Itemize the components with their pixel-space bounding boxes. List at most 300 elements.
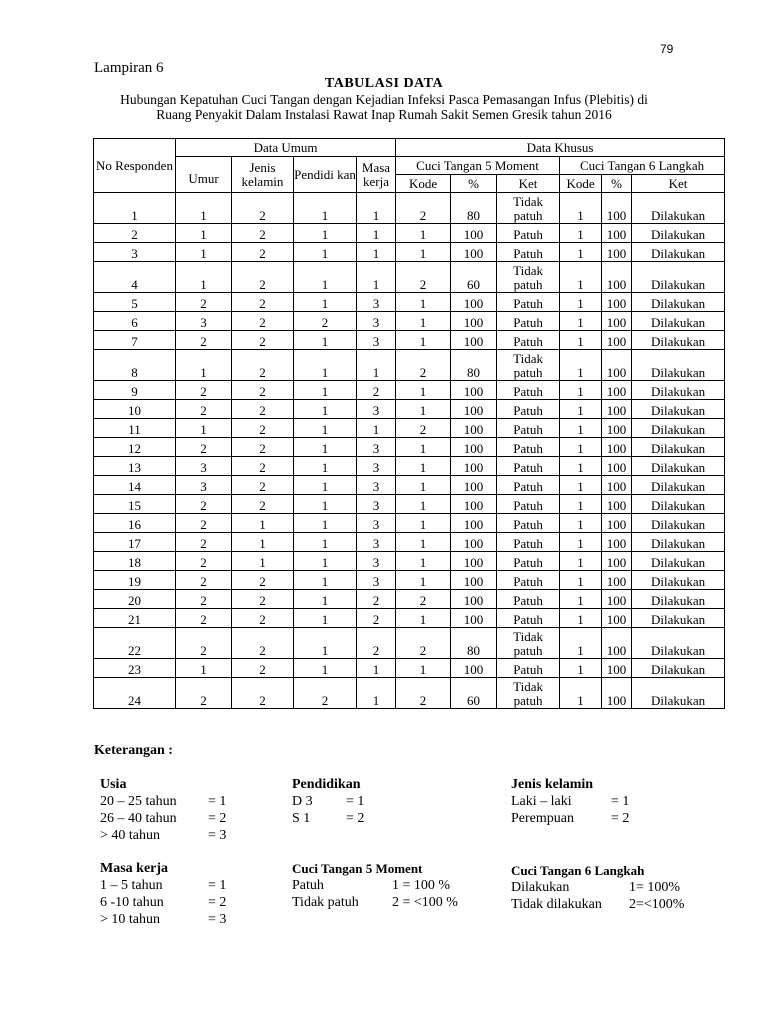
- cell-masa-kerja: 1: [357, 224, 396, 243]
- legend-item-label: Dilakukan: [511, 880, 570, 895]
- cell-ct5-persen: 100: [451, 331, 497, 350]
- cell-umur: 2: [176, 590, 232, 609]
- cell-responden-no: 16: [94, 514, 176, 533]
- cell-ct6-ket: Dilakukan: [632, 193, 725, 224]
- cell-masa-kerja: 3: [357, 495, 396, 514]
- cell-ct5-kode: 1: [396, 438, 451, 457]
- legend-item-value: = 2: [611, 811, 630, 826]
- cell-ct5-kode: 1: [396, 331, 451, 350]
- cell-ct6-ket: Dilakukan: [632, 590, 725, 609]
- cell-responden-no: 13: [94, 457, 176, 476]
- cell-ct6-ket: Dilakukan: [632, 571, 725, 590]
- legend-item-label: D 3: [292, 794, 313, 809]
- legend-item-label: 26 – 40 tahun: [100, 811, 177, 826]
- cell-ct6-ket: Dilakukan: [632, 331, 725, 350]
- cell-ct5-kode: 1: [396, 312, 451, 331]
- cell-pendidikan: 1: [294, 193, 357, 224]
- cell-ct5-ket: Patuh: [497, 590, 560, 609]
- cell-umur: 2: [176, 381, 232, 400]
- cell-ct6-persen: 100: [602, 400, 632, 419]
- cell-responden-no: 5: [94, 293, 176, 312]
- legend-item-value: = 2: [208, 811, 227, 826]
- cell-ct5-ket: Patuh: [497, 476, 560, 495]
- cell-ct6-kode: 1: [560, 293, 602, 312]
- cell-pendidikan: 1: [294, 476, 357, 495]
- cell-ct5-kode: 1: [396, 224, 451, 243]
- cell-masa-kerja: 3: [357, 438, 396, 457]
- cell-ct5-ket: Patuh: [497, 533, 560, 552]
- table-body: [94, 193, 725, 709]
- cell-ct6-kode: 1: [560, 476, 602, 495]
- legend-item-label: Tidak dilakukan: [511, 897, 602, 912]
- table-row: [94, 514, 725, 533]
- legend-cuci-tangan-6: [511, 862, 731, 913]
- cell-masa-kerja: 3: [357, 533, 396, 552]
- cell-ct5-ket: Patuh: [497, 400, 560, 419]
- header-no-responden: No Responden: [94, 139, 176, 193]
- cell-masa-kerja: 3: [357, 400, 396, 419]
- cell-masa-kerja: 1: [357, 419, 396, 438]
- cell-pendidikan: 1: [294, 419, 357, 438]
- cell-umur: 2: [176, 514, 232, 533]
- cell-masa-kerja: 3: [357, 476, 396, 495]
- cell-pendidikan: 1: [294, 457, 357, 476]
- legend-item-value: 1 = 100 %: [392, 878, 451, 893]
- cell-ct6-persen: 100: [602, 609, 632, 628]
- header-persen-5: %: [451, 175, 497, 193]
- cell-ct5-kode: 2: [396, 590, 451, 609]
- cell-ct5-persen: 100: [451, 400, 497, 419]
- cell-ct5-persen: 100: [451, 312, 497, 331]
- legend-item-label: Tidak patuh: [292, 895, 359, 910]
- subtitle-line-2: Ruang Penyakit Dalam Instalasi Rawat Inap Rumah Sakit Semen Gresik tahun 2016: [156, 107, 612, 122]
- table-row: [94, 312, 725, 331]
- cell-jenis-kelamin: 2: [232, 243, 294, 262]
- legend-item-label: > 40 tahun: [100, 828, 160, 843]
- cell-ct6-kode: 1: [560, 419, 602, 438]
- cell-ct6-kode: 1: [560, 262, 602, 293]
- cell-umur: 2: [176, 533, 232, 552]
- cell-ct6-persen: 100: [602, 571, 632, 590]
- cell-jenis-kelamin: 2: [232, 476, 294, 495]
- cell-ct6-persen: 100: [602, 533, 632, 552]
- table-row: [94, 571, 725, 590]
- cell-responden-no: 3: [94, 243, 176, 262]
- header-kode-5: Kode: [396, 175, 451, 193]
- legend-jenis-kelamin: [511, 776, 711, 827]
- cell-ct5-kode: 1: [396, 400, 451, 419]
- subtitle-line-1: Hubungan Kepatuhan Cuci Tangan dengan Kejadian Infeksi Pasca Pemasangan Infus (Plebitis) di: [120, 92, 648, 107]
- cell-umur: 2: [176, 495, 232, 514]
- cell-pendidikan: 1: [294, 293, 357, 312]
- cell-pendidikan: 1: [294, 381, 357, 400]
- cell-ct5-kode: 1: [396, 381, 451, 400]
- cell-ct6-ket: Dilakukan: [632, 514, 725, 533]
- cell-ct5-kode: 1: [396, 609, 451, 628]
- table-row: [94, 293, 725, 312]
- cell-responden-no: 14: [94, 476, 176, 495]
- cell-ct6-persen: 100: [602, 381, 632, 400]
- legend-item-label: S 1: [292, 811, 311, 826]
- cell-jenis-kelamin: 2: [232, 571, 294, 590]
- legend-item-value: = 3: [208, 828, 227, 843]
- cell-ct6-persen: 100: [602, 495, 632, 514]
- cell-masa-kerja: 3: [357, 457, 396, 476]
- cell-umur: 1: [176, 262, 232, 293]
- cell-ct5-persen: 80: [451, 350, 497, 381]
- cell-responden-no: 12: [94, 438, 176, 457]
- legend-item-value: 2 = <100 %: [392, 895, 458, 910]
- cell-jenis-kelamin: 2: [232, 350, 294, 381]
- cell-ct5-ket: Tidak patuh: [497, 262, 560, 293]
- cell-responden-no: 4: [94, 262, 176, 293]
- legend-usia: [100, 776, 280, 844]
- cell-umur: 3: [176, 457, 232, 476]
- cell-ct5-ket: Tidak patuh: [497, 193, 560, 224]
- legend-pendidikan: [292, 776, 492, 827]
- legend-ct6-title: Cuci Tangan 6 Langkah: [511, 863, 645, 878]
- legend-item-label: Laki – laki: [511, 794, 572, 809]
- cell-ct5-kode: 1: [396, 514, 451, 533]
- cell-ct5-ket: Tidak patuh: [497, 678, 560, 709]
- legend-item-label: 1 – 5 tahun: [100, 878, 163, 893]
- table-row: [94, 224, 725, 243]
- cell-masa-kerja: 2: [357, 609, 396, 628]
- cell-masa-kerja: 3: [357, 552, 396, 571]
- cell-ct6-persen: 100: [602, 293, 632, 312]
- cell-ct5-kode: 2: [396, 350, 451, 381]
- cell-ct6-kode: 1: [560, 400, 602, 419]
- legend-item-label: Perempuan: [511, 811, 574, 826]
- cell-ct6-ket: Dilakukan: [632, 552, 725, 571]
- cell-ct5-kode: 1: [396, 533, 451, 552]
- legend-ct5-title: Cuci Tangan 5 Moment: [292, 861, 423, 876]
- cell-masa-kerja: 2: [357, 590, 396, 609]
- cell-masa-kerja: 1: [357, 193, 396, 224]
- table-row: [94, 193, 725, 224]
- cell-ct6-persen: 100: [602, 262, 632, 293]
- cell-jenis-kelamin: 1: [232, 533, 294, 552]
- table-row: [94, 533, 725, 552]
- cell-ct6-kode: 1: [560, 331, 602, 350]
- cell-responden-no: 23: [94, 659, 176, 678]
- cell-pendidikan: 1: [294, 628, 357, 659]
- cell-ct5-ket: Tidak patuh: [497, 628, 560, 659]
- cell-ct6-ket: Dilakukan: [632, 659, 725, 678]
- cell-ct5-kode: 2: [396, 419, 451, 438]
- appendix-label: Lampiran 6: [94, 60, 164, 76]
- table-row: [94, 678, 725, 709]
- cell-umur: 3: [176, 312, 232, 331]
- cell-ct6-kode: 1: [560, 514, 602, 533]
- cell-ct6-ket: Dilakukan: [632, 678, 725, 709]
- cell-ct5-persen: 80: [451, 628, 497, 659]
- cell-ct5-persen: 100: [451, 476, 497, 495]
- cell-umur: 1: [176, 419, 232, 438]
- cell-pendidikan: 1: [294, 533, 357, 552]
- cell-responden-no: 22: [94, 628, 176, 659]
- legend-pendidikan-title: Pendidikan: [292, 777, 361, 792]
- legend-item-value: = 2: [346, 811, 365, 826]
- legend-cuci-tangan-5: [292, 860, 502, 911]
- cell-ct5-kode: 1: [396, 476, 451, 495]
- cell-pendidikan: 1: [294, 224, 357, 243]
- cell-ct5-kode: 2: [396, 628, 451, 659]
- cell-responden-no: 21: [94, 609, 176, 628]
- cell-masa-kerja: 1: [357, 262, 396, 293]
- header-umur: Umur: [176, 157, 232, 193]
- cell-umur: 1: [176, 193, 232, 224]
- cell-responden-no: 1: [94, 193, 176, 224]
- cell-ct6-kode: 1: [560, 243, 602, 262]
- legend-item-label: 20 – 25 tahun: [100, 794, 177, 809]
- cell-pendidikan: 1: [294, 609, 357, 628]
- header-ket-6: Ket: [632, 175, 725, 193]
- cell-jenis-kelamin: 2: [232, 381, 294, 400]
- cell-ct6-ket: Dilakukan: [632, 400, 725, 419]
- page-title: TABULASI DATA: [324, 76, 444, 91]
- cell-ct6-kode: 1: [560, 224, 602, 243]
- cell-pendidikan: 1: [294, 262, 357, 293]
- cell-ct6-persen: 100: [602, 312, 632, 331]
- cell-ct6-persen: 100: [602, 552, 632, 571]
- cell-ct6-kode: 1: [560, 438, 602, 457]
- cell-ct5-persen: 100: [451, 495, 497, 514]
- cell-masa-kerja: 1: [357, 678, 396, 709]
- cell-masa-kerja: 1: [357, 243, 396, 262]
- cell-ct5-persen: 100: [451, 293, 497, 312]
- cell-pendidikan: 1: [294, 350, 357, 381]
- cell-ct6-persen: 100: [602, 350, 632, 381]
- table-row: [94, 552, 725, 571]
- cell-ct5-persen: 100: [451, 514, 497, 533]
- cell-responden-no: 10: [94, 400, 176, 419]
- cell-ct6-kode: 1: [560, 609, 602, 628]
- cell-jenis-kelamin: 2: [232, 628, 294, 659]
- cell-ct5-kode: 1: [396, 552, 451, 571]
- title-block: [0, 75, 768, 122]
- cell-ct6-ket: Dilakukan: [632, 457, 725, 476]
- cell-ct6-ket: Dilakukan: [632, 495, 725, 514]
- cell-ct5-ket: Patuh: [497, 312, 560, 331]
- cell-responden-no: 11: [94, 419, 176, 438]
- table-row: [94, 495, 725, 514]
- cell-jenis-kelamin: 1: [232, 514, 294, 533]
- cell-umur: 2: [176, 678, 232, 709]
- cell-umur: 2: [176, 400, 232, 419]
- cell-ct6-ket: Dilakukan: [632, 293, 725, 312]
- cell-umur: 1: [176, 659, 232, 678]
- cell-ct6-persen: 100: [602, 476, 632, 495]
- cell-ct5-ket: Patuh: [497, 224, 560, 243]
- cell-ct6-ket: Dilakukan: [632, 533, 725, 552]
- cell-ct5-persen: 100: [451, 609, 497, 628]
- legend-item-label: > 10 tahun: [100, 912, 160, 927]
- cell-ct6-persen: 100: [602, 514, 632, 533]
- cell-ct5-persen: 100: [451, 659, 497, 678]
- cell-ct5-persen: 100: [451, 243, 497, 262]
- cell-pendidikan: 1: [294, 495, 357, 514]
- cell-masa-kerja: 3: [357, 571, 396, 590]
- cell-ct6-kode: 1: [560, 193, 602, 224]
- legend-title: Keterangan :: [94, 743, 173, 758]
- cell-ct5-kode: 2: [396, 193, 451, 224]
- cell-ct6-persen: 100: [602, 331, 632, 350]
- cell-ct6-kode: 1: [560, 350, 602, 381]
- cell-pendidikan: 2: [294, 678, 357, 709]
- cell-ct6-kode: 1: [560, 381, 602, 400]
- legend-item-value: = 3: [208, 912, 227, 927]
- cell-jenis-kelamin: 2: [232, 659, 294, 678]
- cell-umur: 3: [176, 476, 232, 495]
- cell-jenis-kelamin: 2: [232, 678, 294, 709]
- cell-ct5-persen: 100: [451, 571, 497, 590]
- cell-jenis-kelamin: 2: [232, 331, 294, 350]
- cell-pendidikan: 1: [294, 659, 357, 678]
- table-row: [94, 419, 725, 438]
- cell-ct5-ket: Patuh: [497, 381, 560, 400]
- header-kode-6: Kode: [560, 175, 602, 193]
- cell-umur: 2: [176, 438, 232, 457]
- cell-ct5-ket: Patuh: [497, 514, 560, 533]
- cell-ct6-ket: Dilakukan: [632, 312, 725, 331]
- cell-ct6-ket: Dilakukan: [632, 628, 725, 659]
- cell-ct5-ket: Patuh: [497, 609, 560, 628]
- cell-umur: 1: [176, 224, 232, 243]
- cell-umur: 1: [176, 243, 232, 262]
- cell-pendidikan: 1: [294, 514, 357, 533]
- cell-ct6-kode: 1: [560, 628, 602, 659]
- header-masa-kerja: Masa kerja: [357, 157, 396, 193]
- cell-ct6-ket: Dilakukan: [632, 438, 725, 457]
- cell-ct5-persen: 100: [451, 381, 497, 400]
- cell-ct5-ket: Patuh: [497, 331, 560, 350]
- table-row: [94, 457, 725, 476]
- cell-ct5-persen: 60: [451, 678, 497, 709]
- cell-umur: 1: [176, 350, 232, 381]
- cell-ct6-persen: 100: [602, 224, 632, 243]
- table-row: [94, 590, 725, 609]
- cell-ct6-ket: Dilakukan: [632, 224, 725, 243]
- cell-ct5-kode: 1: [396, 243, 451, 262]
- cell-ct5-persen: 60: [451, 262, 497, 293]
- cell-responden-no: 18: [94, 552, 176, 571]
- cell-masa-kerja: 2: [357, 381, 396, 400]
- cell-ct5-kode: 1: [396, 293, 451, 312]
- cell-ct6-kode: 1: [560, 571, 602, 590]
- cell-jenis-kelamin: 2: [232, 224, 294, 243]
- cell-ct6-ket: Dilakukan: [632, 609, 725, 628]
- legend-item-value: = 1: [611, 794, 630, 809]
- header-jenis-kelamin: Jenis kelamin: [232, 157, 294, 193]
- cell-ct5-kode: 1: [396, 495, 451, 514]
- cell-ct5-ket: Tidak patuh: [497, 350, 560, 381]
- cell-ct6-kode: 1: [560, 552, 602, 571]
- header-persen-6: %: [602, 175, 632, 193]
- cell-ct6-persen: 100: [602, 438, 632, 457]
- cell-responden-no: 17: [94, 533, 176, 552]
- cell-masa-kerja: 2: [357, 628, 396, 659]
- cell-ct5-ket: Patuh: [497, 495, 560, 514]
- cell-pendidikan: 2: [294, 312, 357, 331]
- cell-masa-kerja: 3: [357, 331, 396, 350]
- cell-ct6-kode: 1: [560, 678, 602, 709]
- cell-ct6-persen: 100: [602, 243, 632, 262]
- cell-jenis-kelamin: 1: [232, 552, 294, 571]
- cell-responden-no: 19: [94, 571, 176, 590]
- cell-pendidikan: 1: [294, 438, 357, 457]
- cell-umur: 2: [176, 571, 232, 590]
- legend-masa-kerja: [100, 860, 280, 928]
- cell-responden-no: 24: [94, 678, 176, 709]
- cell-ct6-ket: Dilakukan: [632, 419, 725, 438]
- legend-item-value: = 2: [208, 895, 227, 910]
- cell-responden-no: 20: [94, 590, 176, 609]
- page-number: 79: [660, 42, 674, 56]
- cell-umur: 2: [176, 628, 232, 659]
- cell-ct6-ket: Dilakukan: [632, 476, 725, 495]
- cell-jenis-kelamin: 2: [232, 400, 294, 419]
- cell-umur: 2: [176, 293, 232, 312]
- cell-pendidikan: 1: [294, 590, 357, 609]
- cell-ct5-kode: 1: [396, 457, 451, 476]
- cell-ct6-persen: 100: [602, 678, 632, 709]
- cell-masa-kerja: 3: [357, 312, 396, 331]
- cell-ct5-ket: Patuh: [497, 571, 560, 590]
- cell-jenis-kelamin: 2: [232, 457, 294, 476]
- cell-ct5-persen: 100: [451, 590, 497, 609]
- cell-responden-no: 6: [94, 312, 176, 331]
- cell-responden-no: 7: [94, 331, 176, 350]
- cell-pendidikan: 1: [294, 243, 357, 262]
- table-row: [94, 350, 725, 381]
- cell-masa-kerja: 1: [357, 659, 396, 678]
- cell-responden-no: 8: [94, 350, 176, 381]
- table-row: [94, 628, 725, 659]
- header-pendidikan: Pendidi kan: [294, 157, 357, 193]
- cell-ct5-kode: 2: [396, 678, 451, 709]
- cell-ct5-kode: 1: [396, 659, 451, 678]
- cell-ct6-kode: 1: [560, 533, 602, 552]
- legend-item-value: 2=<100%: [629, 897, 685, 912]
- cell-ct5-ket: Patuh: [497, 659, 560, 678]
- cell-masa-kerja: 3: [357, 514, 396, 533]
- cell-pendidikan: 1: [294, 571, 357, 590]
- header-cuci-tangan-5: Cuci Tangan 5 Moment: [396, 157, 560, 175]
- cell-ct5-persen: 100: [451, 224, 497, 243]
- cell-pendidikan: 1: [294, 331, 357, 350]
- cell-ct5-ket: Patuh: [497, 552, 560, 571]
- table-row: [94, 476, 725, 495]
- table-row: [94, 262, 725, 293]
- cell-umur: 2: [176, 552, 232, 571]
- cell-responden-no: 2: [94, 224, 176, 243]
- cell-pendidikan: 1: [294, 552, 357, 571]
- cell-ct5-ket: Patuh: [497, 243, 560, 262]
- cell-ct6-kode: 1: [560, 312, 602, 331]
- header-ket-5: Ket: [497, 175, 560, 193]
- legend-item-value: = 1: [346, 794, 365, 809]
- cell-ct5-ket: Patuh: [497, 457, 560, 476]
- table-row: [94, 400, 725, 419]
- cell-ct5-ket: Patuh: [497, 293, 560, 312]
- cell-ct5-ket: Patuh: [497, 438, 560, 457]
- cell-ct6-persen: 100: [602, 419, 632, 438]
- cell-ct5-kode: 2: [396, 262, 451, 293]
- cell-ct6-kode: 1: [560, 457, 602, 476]
- table-row: [94, 243, 725, 262]
- header-data-khusus: Data Khusus: [396, 139, 725, 157]
